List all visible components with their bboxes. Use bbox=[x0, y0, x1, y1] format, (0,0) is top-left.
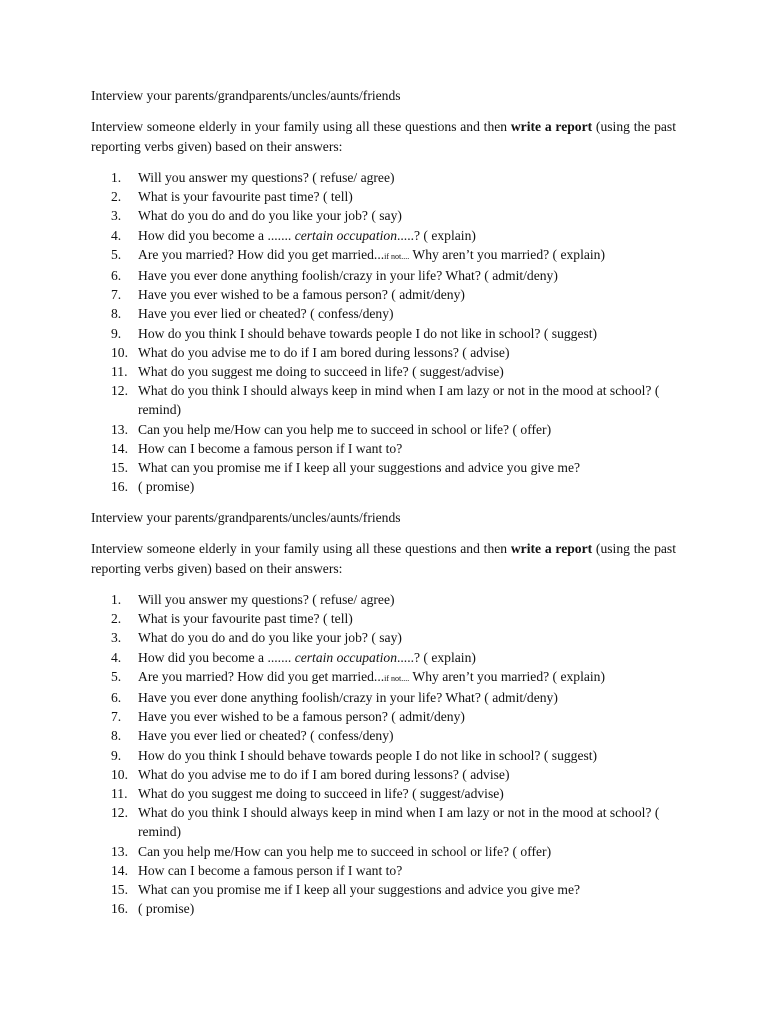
section-title: Interview your parents/grandparents/uncles/aunts/friends bbox=[91, 510, 401, 525]
question-number: 2. bbox=[111, 611, 122, 627]
question-number: 12. bbox=[111, 383, 128, 399]
question-number: 5. bbox=[111, 668, 122, 684]
question-item bbox=[91, 324, 676, 343]
question-text: Have you ever lied or cheated? ( confess/deny) bbox=[138, 306, 394, 322]
question-number: 7. bbox=[111, 287, 122, 303]
question-text: Will you answer my questions? ( refuse/ agree) bbox=[138, 592, 395, 607]
question-number: 3. bbox=[111, 208, 122, 224]
question-number: 9. bbox=[111, 747, 122, 763]
question-item bbox=[91, 784, 676, 803]
question-text: What do you advise me to do if I am bored during lessons? ( advise) bbox=[138, 766, 510, 782]
question-number: 6. bbox=[111, 690, 122, 706]
question-text: Will you answer my questions? ( refuse/ agree) bbox=[138, 170, 395, 185]
instructions-text-end: (using the past reporting verbs given) based on their answers: bbox=[91, 541, 676, 576]
question-item bbox=[91, 590, 676, 609]
question-text: What do you do and do you like your job? ( say) bbox=[138, 208, 402, 224]
question-number: 11. bbox=[111, 364, 128, 380]
question-text: ( promise) bbox=[138, 901, 195, 917]
question-text: How can I become a famous person if I want to? bbox=[138, 440, 403, 456]
question-number: 13. bbox=[111, 421, 128, 437]
instructions-text-end: (using the past reporting verbs given) based on their answers: bbox=[91, 119, 676, 154]
question-small-text: if not.... bbox=[384, 251, 410, 261]
question-text: What do you advise me to do if I am bored during lessons? ( advise) bbox=[138, 344, 510, 360]
question-text: How did you become a ....... bbox=[138, 649, 295, 665]
question-text: How can I become a famous person if I want to? bbox=[138, 862, 403, 878]
question-text: Have you ever lied or cheated? ( confess/deny) bbox=[138, 728, 394, 744]
question-number: 15. bbox=[111, 460, 128, 476]
question-number: 7. bbox=[111, 709, 122, 725]
question-number: 5. bbox=[111, 246, 122, 262]
question-text: ( promise) bbox=[138, 479, 195, 495]
question-number: 9. bbox=[111, 325, 122, 341]
question-item bbox=[91, 726, 676, 745]
question-item bbox=[91, 458, 676, 477]
question-number: 4. bbox=[111, 649, 122, 665]
question-number: 10. bbox=[111, 344, 128, 360]
question-item bbox=[91, 746, 676, 765]
question-text: What is your favourite past time? ( tell) bbox=[138, 611, 353, 627]
question-item bbox=[91, 688, 676, 707]
question-text: What can you promise me if I keep all your suggestions and advice you give me? bbox=[138, 882, 581, 898]
question-number: 1. bbox=[111, 170, 122, 185]
question-number: 8. bbox=[111, 306, 122, 322]
question-number: 16. bbox=[111, 479, 128, 495]
question-text: How do you think I should behave towards people I do not like in school? ( suggest) bbox=[138, 747, 598, 763]
question-item bbox=[91, 648, 676, 667]
question-number: 6. bbox=[111, 268, 122, 284]
question-number: 1. bbox=[111, 592, 122, 607]
question-italic-text: certain occupation bbox=[294, 649, 397, 665]
question-number: 13. bbox=[111, 843, 128, 859]
instructions-emphasis: write a report bbox=[510, 119, 593, 134]
question-text-end: Why aren’t you married? ( explain) bbox=[409, 246, 606, 262]
question-item bbox=[91, 420, 676, 439]
question-text: What do you think I should always keep in mind when I am lazy or not in the mood at school? ( remind) bbox=[138, 805, 660, 840]
question-text: Are you married? How did you get married... bbox=[138, 246, 385, 262]
question-small-text: if not.... bbox=[384, 673, 410, 683]
question-text: Have you ever done anything foolish/crazy in your life? What? ( admit/deny) bbox=[138, 268, 558, 284]
question-text: Can you help me/How can you help me to succeed in school or life? ( offer) bbox=[138, 843, 552, 859]
question-item bbox=[91, 609, 676, 628]
question-text-end: Why aren’t you married? ( explain) bbox=[409, 668, 606, 684]
question-item bbox=[91, 362, 676, 381]
question-text: Have you ever wished to be a famous person? ( admit/deny) bbox=[138, 287, 465, 303]
instructions-paragraph bbox=[91, 539, 676, 578]
question-text: What is your favourite past time? ( tell) bbox=[138, 189, 353, 205]
question-item bbox=[91, 439, 676, 458]
question-item bbox=[91, 226, 676, 245]
question-number: 4. bbox=[111, 227, 122, 243]
question-text: Are you married? How did you get married... bbox=[138, 668, 385, 684]
question-item bbox=[91, 343, 676, 362]
question-item bbox=[91, 304, 676, 323]
question-number: 3. bbox=[111, 630, 122, 646]
question-number: 12. bbox=[111, 805, 128, 821]
question-text: What do you think I should always keep in mind when I am lazy or not in the mood at school? ( remind) bbox=[138, 383, 660, 418]
question-item bbox=[91, 842, 676, 861]
section-title: Interview your parents/grandparents/uncles/aunts/friends bbox=[91, 88, 401, 103]
question-text: What do you suggest me doing to succeed in life? ( suggest/advise) bbox=[138, 786, 504, 802]
question-item bbox=[91, 477, 676, 496]
question-item bbox=[91, 381, 676, 419]
question-item bbox=[91, 168, 676, 187]
instructions-text: Interview someone elderly in your family using all these questions and then bbox=[91, 119, 511, 134]
instructions-emphasis: write a report bbox=[510, 541, 593, 556]
question-item bbox=[91, 628, 676, 647]
question-item bbox=[91, 285, 676, 304]
instructions-text: Interview someone elderly in your family using all these questions and then bbox=[91, 541, 511, 556]
question-item bbox=[91, 266, 676, 285]
question-item bbox=[91, 803, 676, 841]
question-number: 8. bbox=[111, 728, 122, 744]
question-text: How did you become a ....... bbox=[138, 227, 295, 243]
question-text: What do you suggest me doing to succeed in life? ( suggest/advise) bbox=[138, 364, 504, 380]
question-text: Can you help me/How can you help me to succeed in school or life? ( offer) bbox=[138, 421, 552, 437]
question-item bbox=[91, 206, 676, 225]
question-item bbox=[91, 880, 676, 899]
question-item bbox=[91, 899, 676, 918]
question-text: What do you do and do you like your job? ( say) bbox=[138, 630, 402, 646]
instructions-paragraph bbox=[91, 117, 676, 156]
question-number: 15. bbox=[111, 882, 128, 898]
question-item bbox=[91, 667, 676, 688]
question-text: What can you promise me if I keep all your suggestions and advice you give me? bbox=[138, 460, 581, 476]
question-item bbox=[91, 765, 676, 784]
question-number: 14. bbox=[111, 862, 128, 878]
question-item bbox=[91, 245, 676, 266]
question-text: How do you think I should behave towards people I do not like in school? ( suggest) bbox=[138, 325, 598, 341]
question-item bbox=[91, 861, 676, 880]
question-number: 11. bbox=[111, 786, 128, 802]
question-text: Have you ever done anything foolish/crazy in your life? What? ( admit/deny) bbox=[138, 690, 558, 706]
question-text-end: .....? ( explain) bbox=[397, 649, 476, 665]
question-text: Have you ever wished to be a famous person? ( admit/deny) bbox=[138, 709, 465, 725]
question-number: 2. bbox=[111, 189, 122, 205]
question-number: 10. bbox=[111, 766, 128, 782]
question-text-end: .....? ( explain) bbox=[397, 227, 476, 243]
question-number: 14. bbox=[111, 440, 128, 456]
question-item bbox=[91, 187, 676, 206]
question-number: 16. bbox=[111, 901, 128, 917]
question-list bbox=[91, 168, 676, 496]
question-italic-text: certain occupation bbox=[294, 227, 397, 243]
question-list bbox=[91, 590, 676, 918]
question-item bbox=[91, 707, 676, 726]
